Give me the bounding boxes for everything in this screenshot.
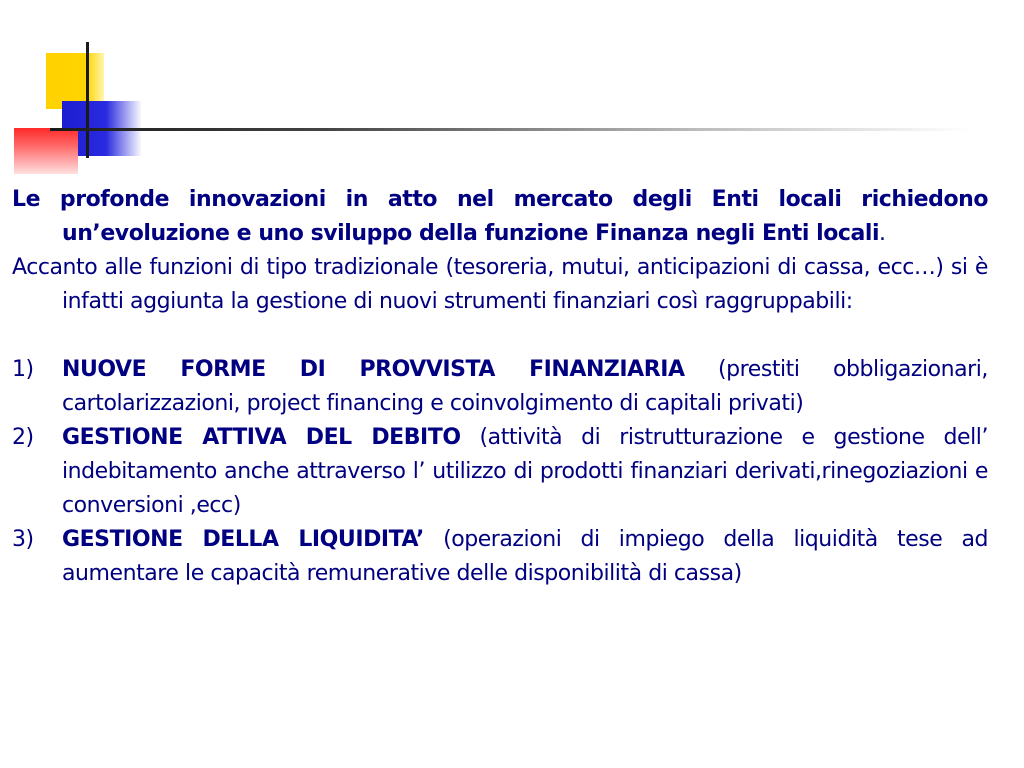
list-item-description: (operazioni di impiego della liquidità tese ad aumentare le capacità remunerative delle disponibilità di cassa) — [62, 527, 988, 586]
list-item-heading: GESTIONE DELLA LIQUIDITA’ — [62, 527, 424, 552]
list-item — [12, 523, 988, 591]
intro-bold-text: Le profonde innovazioni in atto nel mercato degli Enti locali richiedono un’evoluzione e uno sviluppo della funzione Finanza negli Enti locali — [12, 187, 988, 246]
list-item-number: 3) — [12, 527, 34, 552]
list-item-description: (prestiti obbligazionari, cartolarizzazioni, project financing e coinvolgimento di capitali privati) — [62, 357, 988, 416]
horizontal-rule — [50, 128, 970, 131]
intro-end-punctuation: . — [879, 221, 886, 246]
list-item-number: 2) — [12, 425, 34, 450]
slide-body — [12, 183, 988, 591]
second-paragraph: Accanto alle funzioni di tipo tradizionale (tesoreria, mutui, anticipazioni di cassa, ecc…) si è infatti aggiunta la gestione di nuovi strumenti finanziari così raggruppabili: — [12, 255, 988, 314]
list-item-text — [62, 523, 988, 591]
list-item-text — [62, 353, 988, 421]
list-item-text — [62, 421, 988, 523]
list-item-number: 1) — [12, 357, 34, 382]
slide-header-decoration — [0, 0, 1024, 170]
list-item — [12, 421, 988, 523]
list-item — [12, 353, 988, 421]
intro-paragraph — [12, 183, 988, 251]
paragraph-spacer — [12, 319, 988, 353]
vertical-rule — [86, 42, 89, 158]
list-item-heading: GESTIONE ATTIVA DEL DEBITO — [62, 425, 461, 450]
list-item-description: (attività di ristrutturazione e gestione dell’ indebitamento anche attraverso l’ utilizzo di prodotti finanziari derivati,rinegoziazioni e conversioni ,ecc) — [62, 425, 988, 518]
red-square-decoration — [14, 128, 78, 174]
list-item-heading: NUOVE FORME DI PROVVISTA FINANZIARIA — [62, 357, 685, 382]
